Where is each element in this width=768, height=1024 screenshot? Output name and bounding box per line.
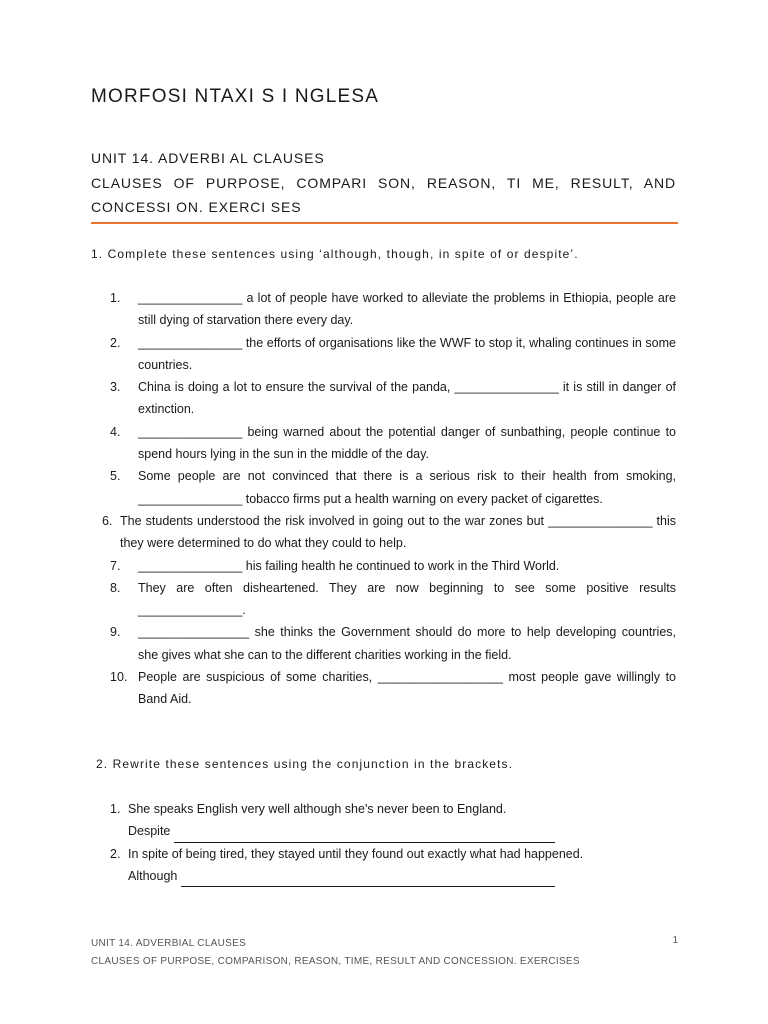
item-text: ________________ she thinks the Government should do more to help developing countries, she gives what she can to the different charities working in the field.	[138, 625, 676, 662]
answer-blank[interactable]	[181, 872, 555, 887]
list-item	[110, 666, 676, 711]
answer-prompt: Although	[128, 868, 178, 883]
item-text: Some people are not convinced that there is a serious risk to their health from smoking, _______________ tobacco firms put a health warning on every packet of cigarettes.	[138, 469, 676, 506]
exercise-2-instruction: 2. Rewrite these sentences using the conjunction in the brackets.	[96, 757, 514, 771]
list-item	[110, 465, 676, 510]
item-text: _______________ a lot of people have worked to alleviate the problems in Ethiopia, people are still dying of starvation there every day.	[138, 291, 676, 328]
footer-line-1: UNIT 14. ADVERBIAL CLAUSES	[91, 938, 247, 949]
item-number: 3.	[110, 380, 121, 395]
subtitle-line-2: CONCESSI ON. EXERCI SES	[91, 199, 302, 215]
page-footer	[91, 935, 678, 971]
list-item	[110, 332, 676, 377]
item-number: 8.	[110, 580, 121, 595]
item-text: _______________ being warned about the potential danger of sunbathing, people continue to spend hours lying in the sun in the middle of the day.	[138, 424, 676, 462]
list-item	[110, 798, 676, 843]
list-item	[110, 376, 676, 421]
unit-heading	[91, 146, 676, 220]
item-number: 10.	[110, 670, 128, 685]
item-sentence: In spite of being tired, they stayed until they found out exactly what had happened.	[128, 846, 584, 861]
footer-line-2: CLAUSES OF PURPOSE, COMPARISON, REASON, TIME, RESULT AND CONCESSION. EXERCISES	[91, 956, 580, 967]
page-number: 1	[672, 935, 678, 946]
list-item	[110, 555, 676, 577]
answer-prompt: Despite	[128, 824, 171, 839]
item-number: 2.	[110, 335, 121, 350]
list-item	[110, 843, 676, 888]
item-text: They are often disheartened. They are now beginning to see some positive results _______________.	[138, 580, 676, 618]
item-number: 2.	[110, 846, 121, 861]
item-text: _______________ the efforts of organisations like the WWF to stop it, whaling continues in some countries.	[138, 335, 676, 372]
exercise-2-list	[110, 798, 676, 887]
answer-line	[128, 820, 676, 842]
list-item	[102, 510, 676, 555]
list-item	[110, 577, 676, 622]
item-text: People are suspicious of some charities, __________________ most people gave willingly to Band Aid.	[138, 670, 676, 707]
item-number: 5.	[110, 469, 121, 484]
list-item	[110, 421, 676, 466]
item-number: 7.	[110, 558, 121, 573]
item-number: 1.	[110, 802, 121, 816]
list-item	[110, 287, 676, 332]
list-item	[110, 621, 676, 666]
document-title: MORFOSI NTAXI S I NGLESA	[91, 86, 380, 107]
item-text: The students understood the risk involved in going out to the war zones but _______________ this they were determined to do what they could to help.	[120, 513, 676, 551]
answer-blank[interactable]	[174, 828, 555, 843]
item-sentence: She speaks English very well although she's never been to England.	[128, 802, 507, 816]
item-number: 1.	[110, 291, 121, 305]
exercise-1-instruction: 1. Complete these sentences using ‘although, though, in spite of or despite’.	[91, 247, 579, 261]
item-number: 4.	[110, 424, 121, 439]
item-text: China is doing a lot to ensure the survival of the panda, _______________ it is still in danger of extinction.	[138, 380, 676, 417]
item-text: _______________ his failing health he continued to work in the Third World.	[138, 558, 560, 573]
unit-line: UNIT 14. ADVERBI AL CLAUSES	[91, 150, 325, 166]
subtitle-line-1: CLAUSES OF PURPOSE, COMPARI SON, REASON, TI ME, RESULT, AND	[91, 174, 676, 191]
item-number: 6.	[102, 513, 113, 528]
answer-line	[128, 865, 676, 887]
section-divider	[91, 222, 678, 224]
item-number: 9.	[110, 625, 121, 640]
exercise-1-list	[102, 287, 676, 711]
